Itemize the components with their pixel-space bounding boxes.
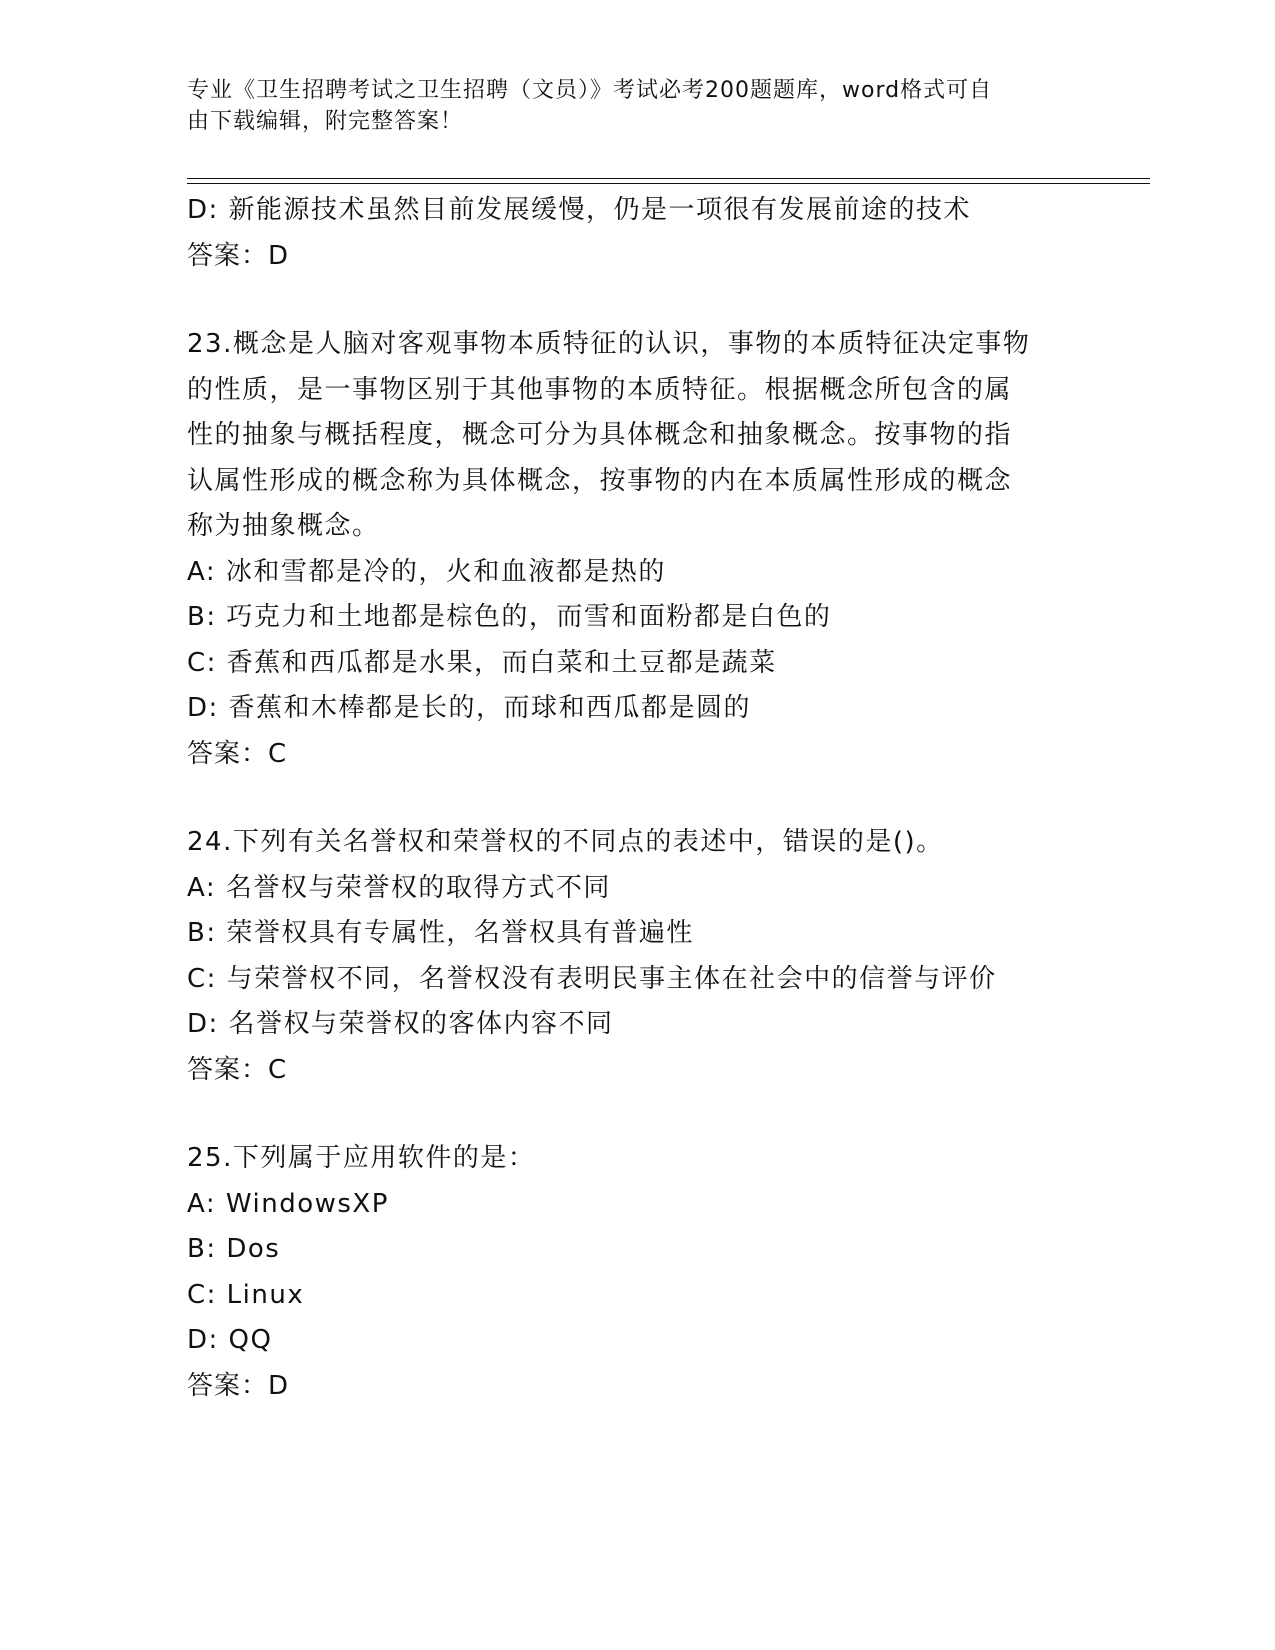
question-23 [187, 322, 1087, 777]
stem-line: 称为抽象概念。 [187, 511, 380, 541]
stem-line: 认属性形成的概念称为具体概念，按事物的内在本质属性形成的概念 [187, 465, 1013, 496]
question-24 [187, 820, 1087, 1093]
carryover-option-d: D: 新能源技术虽然目前发展缓慢，仍是一项很有发展前途的技术 [187, 195, 972, 225]
question-25 [187, 1136, 1087, 1409]
spacer [187, 279, 1087, 322]
option-c: C: 与荣誉权不同，名誉权没有表明民事主体在社会中的信誉与评价 [187, 963, 997, 994]
question-stem [187, 1136, 1087, 1182]
spacer [187, 777, 1087, 820]
answer: 答案：C [187, 738, 288, 769]
question-content [187, 188, 1087, 1409]
option-a: A: WindowsXP [187, 1188, 389, 1219]
question-stem [187, 820, 1087, 866]
option-d: D: 名誉权与荣誉权的客体内容不同 [187, 1009, 614, 1039]
carryover-answer: 答案：D [187, 240, 290, 271]
stem-line: 性的抽象与概括程度，概念可分为具体概念和抽象概念。按事物的指 [187, 420, 1013, 450]
stem-line: 25.下列属于应用软件的是： [187, 1143, 536, 1173]
option-c: C: Linux [187, 1279, 305, 1310]
stem-line: 23.概念是人脑对客观事物本质特征的认识，事物的本质特征决定事物 [187, 329, 1031, 359]
header-divider-top [187, 178, 1150, 179]
option-a: A: 名誉权与荣誉权的取得方式不同 [187, 872, 611, 903]
option-a: A: 冰和雪都是冷的，火和血液都是热的 [187, 556, 666, 587]
option-c: C: 香蕉和西瓜都是水果，而白菜和土豆都是蔬菜 [187, 647, 777, 678]
stem-line: 24.下列有关名誉权和荣誉权的不同点的表述中，错误的是()。 [187, 827, 944, 857]
option-d: D: QQ [187, 1325, 273, 1355]
document-header [187, 75, 1067, 137]
header-divider-bottom [187, 183, 1150, 184]
answer: 答案：D [187, 1370, 290, 1401]
answer: 答案：C [187, 1054, 288, 1085]
question-stem [187, 322, 1087, 550]
header-line-1: 专业《卫生招聘考试之卫生招聘（文员）》考试必考200题题库，word格式可自 [187, 78, 993, 103]
option-d: D: 香蕉和木棒都是长的，而球和西瓜都是圆的 [187, 693, 752, 723]
stem-line: 的性质，是一事物区别于其他事物的本质特征。根据概念所包含的属 [187, 374, 1013, 405]
spacer [187, 1093, 1087, 1136]
option-b: B: Dos [187, 1234, 281, 1264]
header-line-2: 由下载编辑，附完整答案！ [187, 109, 464, 134]
option-b: B: 荣誉权具有专属性，名誉权具有普遍性 [187, 918, 694, 948]
option-b: B: 巧克力和土地都是棕色的，而雪和面粉都是白色的 [187, 602, 832, 632]
